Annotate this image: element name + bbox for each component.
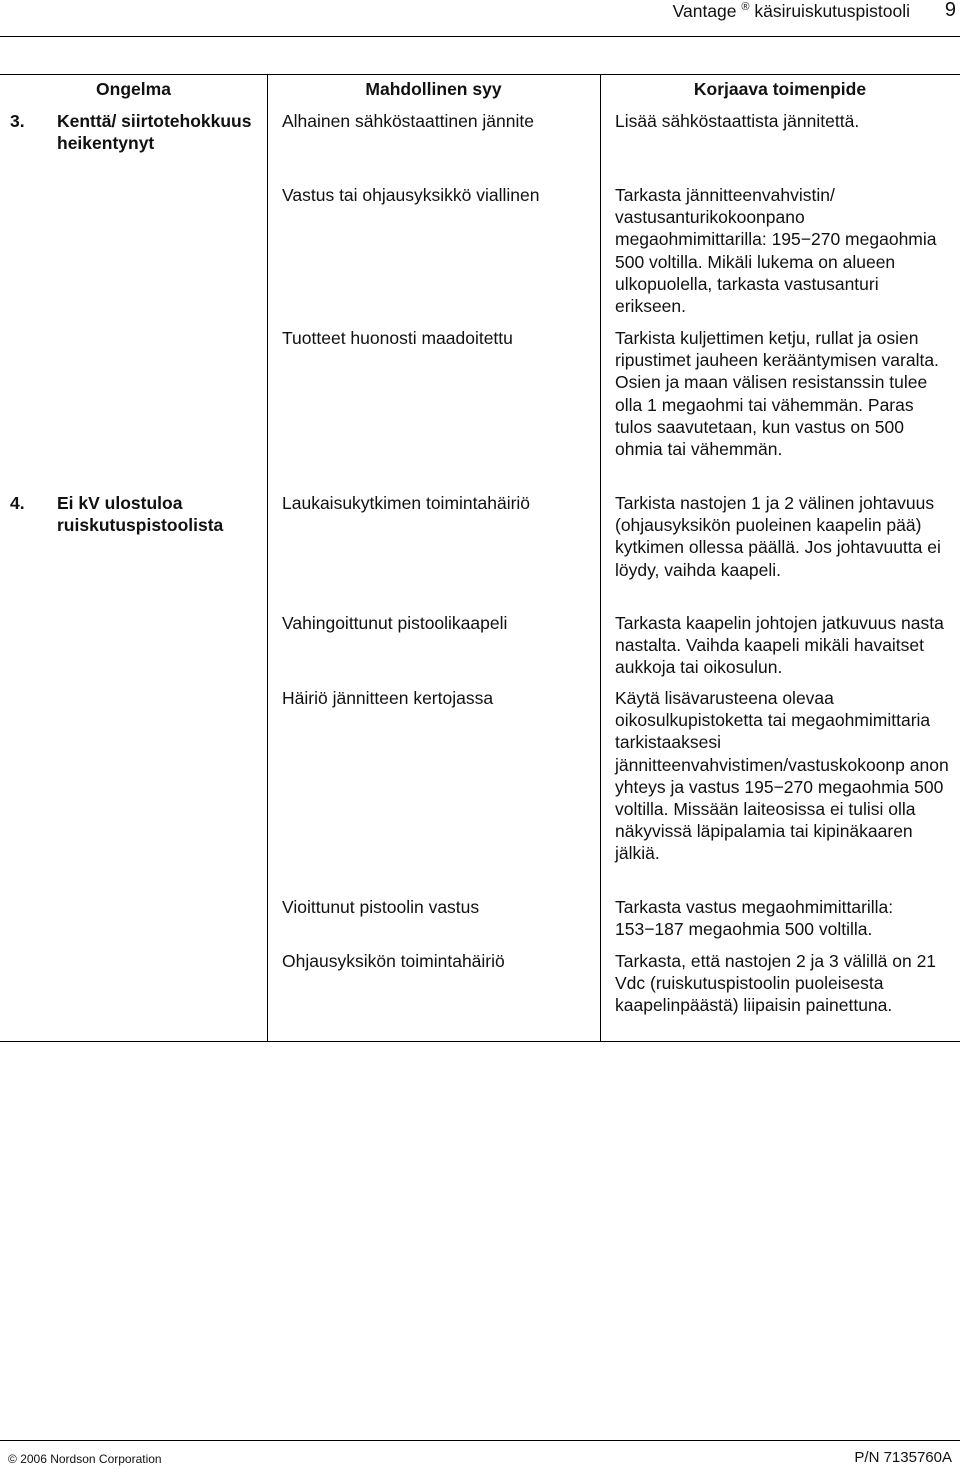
cause-cell: Vahingoittunut pistoolikaapeli xyxy=(282,613,508,633)
title-product: käsiruiskutuspistooli xyxy=(749,1,910,21)
column-divider-2 xyxy=(600,75,601,1041)
remedy-cell: Tarkasta vastus megaohmimittarilla: 153−187 megaohmia 500 voltilla. xyxy=(615,897,894,940)
column-header-cause: Mahdollinen syy xyxy=(365,79,502,99)
problem-number: 4. xyxy=(10,493,25,513)
remedy-cell: Tarkista kuljettimen ketju, rullat ja osien ripustimet jauheen kerääntymisen varalta. Osien ja maan välisen resistanssin tulee olla 1 megaohmi tai vähemmän. Paras tulos saavutetaan, kun vastus on 500 ohmia tai vähemmän. xyxy=(615,328,939,460)
column-divider-1 xyxy=(267,75,268,1041)
column-header-remedy: Korjaava toimenpide xyxy=(693,79,867,99)
header-rule xyxy=(0,36,960,37)
page-number: 9 xyxy=(944,0,956,21)
remedy-cell: Lisää sähköstaattista jännitettä. xyxy=(615,111,860,131)
document-title xyxy=(673,1,910,22)
cause-cell: Laukaisukytkimen toimintahäiriö xyxy=(282,493,531,513)
footer-rule xyxy=(0,1440,960,1441)
problem-text: Kenttä/ siirtotehokkuus heikentynyt xyxy=(57,111,252,154)
copyright-symbol: © xyxy=(8,1452,17,1466)
cause-cell: Ohjausyksikön toimintahäiriö xyxy=(282,951,505,971)
cause-cell: Häiriö jännitteen kertojassa xyxy=(282,688,494,708)
remedy-cell: Tarkasta jännitteenvahvistin/ vastusanturikokoonpano megaohmimittarilla: 195−270 megaohmia 500 voltilla. Mikäli lukema on alueen ulkopuolella, tarkasta vastusanturi erikseen. xyxy=(615,185,937,317)
cause-cell: Vastus tai ohjausyksikkö viallinen xyxy=(282,185,540,205)
page-header xyxy=(0,0,960,38)
remedy-cell: Tarkasta, että nastojen 2 ja 3 välillä on 21 Vdc (ruiskutuspistoolin puoleisesta kaapelinpäästä) liipaisin painettuna. xyxy=(615,951,937,1016)
cause-cell: Vioittunut pistoolin vastus xyxy=(282,897,480,917)
cause-cell: Alhainen sähköstaattinen jännite xyxy=(282,111,534,131)
copyright-text: 2006 Nordson Corporation xyxy=(20,1452,162,1466)
remedy-cell: Tarkista nastojen 1 ja 2 välinen johtavuus (ohjausyksikön puoleinen kaapelin pää) kytkimen ollessa päällä. Jos johtavuutta ei löydy, vaihda kaapeli. xyxy=(615,493,941,580)
remedy-cell: Käytä lisävarusteena olevaa oikosulkupistoketta tai megaohmimittaria tarkistaaksesi jännitteenvahvistimen/vastuskokoonp anon yhteys ja vastus 195−270 megaohmia 500 voltilla. Missään laiteosissa ei tulisi olla näkyvissä läpipalamia tai kipinäkaaren jälkiä. xyxy=(615,688,949,864)
part-number: P/N 7135760A xyxy=(854,1449,952,1466)
remedy-cell: Tarkasta kaapelin johtojen jatkuvuus nasta nastalta. Vaihda kaapeli mikäli havaitset aukkoja tai oikosulun. xyxy=(615,613,944,678)
column-header-problem: Ongelma xyxy=(96,79,171,99)
registered-mark: ® xyxy=(741,1,750,14)
problem-number: 3. xyxy=(10,111,25,131)
problem-text: Ei kV ulostuloa ruiskutuspistoolista xyxy=(57,493,224,536)
troubleshooting-table xyxy=(0,74,960,1042)
cause-cell: Tuotteet huonosti maadoitettu xyxy=(282,328,513,348)
copyright-notice xyxy=(8,1452,162,1466)
title-brand: Vantage xyxy=(672,1,737,21)
